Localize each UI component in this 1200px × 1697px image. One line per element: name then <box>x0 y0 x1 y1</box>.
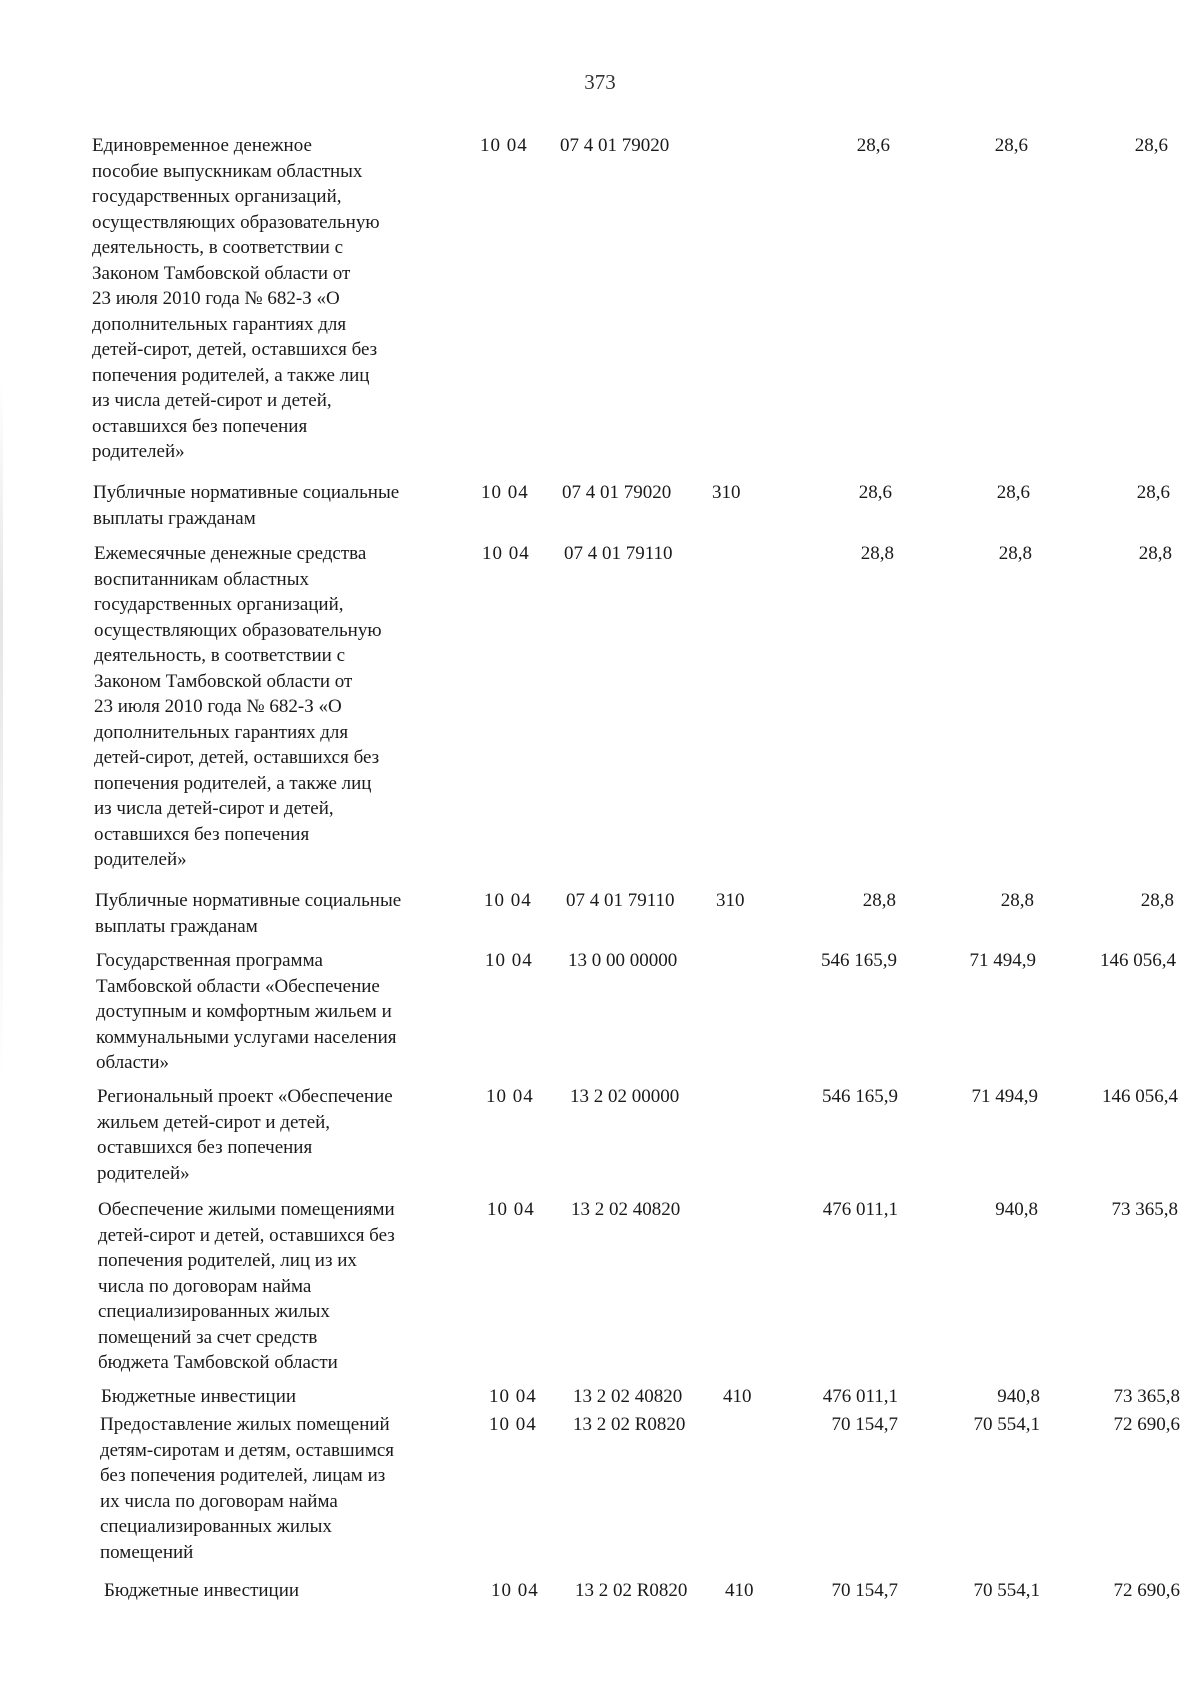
row-section: 10 04 <box>489 1414 537 1435</box>
row-target: 13 2 02 40820 <box>573 1386 683 1407</box>
row-value-2: 28,6 <box>994 135 1028 156</box>
row-target: 07 4 01 79020 <box>562 482 672 503</box>
row-name: Единовременное денежное пособие выпускникам областных государственных организаций, осуществляющих образовательную деятельность, в соответствии с Законом Тамбовской области от 23 июля 2010 года № 682-З «О дополнительных гарантиях для детей-сирот, детей, оставшихся без попечения родителей, а также лиц из числа детей-сирот и детей, оставшихся без попечения родителей» <box>92 135 380 462</box>
row-value-3: 146 056,4 <box>1100 950 1176 971</box>
row-value-2: 70 554,1 <box>973 1414 1040 1435</box>
row-name: Бюджетные инвестиции <box>101 1386 297 1407</box>
row-value-3: 72 690,6 <box>1113 1414 1180 1435</box>
page-number: 373 <box>584 70 616 94</box>
row-value-2: 940,8 <box>997 1386 1040 1407</box>
row-name: Региональный проект «Обеспечение жильем детей-сирот и детей, оставшихся без попечения родителей» <box>97 1086 393 1184</box>
row-type: 310 <box>716 890 745 911</box>
row-target: 13 2 02 R0820 <box>573 1414 686 1435</box>
row-name: Обеспечение жилыми помещениями детей-сирот и детей, оставшихся без попечения родителей, лиц из их числа по договорам найма специализированных жилых помещений за счет средств бюджета Тамбовской области <box>98 1199 395 1373</box>
row-value-1: 546 165,9 <box>821 950 897 971</box>
row-value-1: 70 154,7 <box>831 1580 898 1601</box>
row-name: Ежемесячные денежные средства воспитанникам областных государственных организаций, осуществляющих образовательную деятельность, в соответствии с Законом Тамбовской области от 23 июля 2010 года № 682-З «О дополнительных гарантиях для детей-сирот, детей, оставшихся без попечения родителей, а также лиц из числа детей-сирот и детей, оставшихся без попечения родителей» <box>94 543 382 870</box>
row-value-2: 71 494,9 <box>969 950 1036 971</box>
row-type: 410 <box>723 1386 752 1407</box>
row-type: 410 <box>725 1580 754 1601</box>
row-section: 10 04 <box>484 890 532 911</box>
row-value-2: 28,8 <box>1000 890 1034 911</box>
row-target: 13 2 02 R0820 <box>575 1580 688 1601</box>
row-value-2: 28,8 <box>998 543 1032 564</box>
row-section: 10 04 <box>487 1199 535 1220</box>
row-value-1: 28,8 <box>862 890 896 911</box>
row-value-3: 146 056,4 <box>1102 1086 1178 1107</box>
row-name: Публичные нормативные социальные выплаты гражданам <box>95 890 402 937</box>
row-section: 10 04 <box>491 1580 539 1601</box>
row-value-3: 28,6 <box>1136 482 1170 503</box>
row-value-3: 73 365,8 <box>1111 1199 1178 1220</box>
row-value-2: 70 554,1 <box>973 1580 1040 1601</box>
row-value-3: 28,8 <box>1138 543 1172 564</box>
row-value-2: 28,6 <box>996 482 1030 503</box>
row-name: Бюджетные инвестиции <box>104 1580 300 1601</box>
row-name: Государственная программа Тамбовской области «Обеспечение доступным и комфортным жильем и коммунальными услугами населения области» <box>96 950 397 1073</box>
row-value-3: 28,6 <box>1134 135 1168 156</box>
row-value-3: 73 365,8 <box>1113 1386 1180 1407</box>
row-value-1: 28,6 <box>856 135 890 156</box>
row-value-3: 28,8 <box>1140 890 1174 911</box>
row-name: Предоставление жилых помещений детям-сиротам и детям, оставшимся без попечения родителей, лицам из их числа по договорам найма специализированных жилых помещений <box>100 1414 395 1563</box>
scan-edge-shadow <box>0 380 3 1080</box>
row-section: 10 04 <box>486 1086 534 1107</box>
row-section: 10 04 <box>489 1386 537 1407</box>
row-value-2: 71 494,9 <box>971 1086 1038 1107</box>
row-value-1: 28,6 <box>858 482 892 503</box>
row-target: 07 4 01 79110 <box>564 543 673 564</box>
row-value-2: 940,8 <box>995 1199 1038 1220</box>
row-value-1: 546 165,9 <box>822 1086 898 1107</box>
row-target: 07 4 01 79020 <box>560 135 670 156</box>
row-value-1: 70 154,7 <box>831 1414 898 1435</box>
row-target: 07 4 01 79110 <box>566 890 675 911</box>
row-value-1: 28,8 <box>860 543 894 564</box>
row-target: 13 2 02 00000 <box>570 1086 680 1107</box>
row-value-3: 72 690,6 <box>1113 1580 1180 1601</box>
row-value-1: 476 011,1 <box>822 1386 898 1407</box>
row-value-1: 476 011,1 <box>822 1199 898 1220</box>
row-section: 10 04 <box>481 482 529 503</box>
row-target: 13 2 02 40820 <box>571 1199 681 1220</box>
row-section: 10 04 <box>482 543 530 564</box>
row-target: 13 0 00 00000 <box>568 950 678 971</box>
row-section: 10 04 <box>485 950 533 971</box>
row-name: Публичные нормативные социальные выплаты гражданам <box>93 482 400 529</box>
row-type: 310 <box>712 482 741 503</box>
row-section: 10 04 <box>480 135 528 156</box>
